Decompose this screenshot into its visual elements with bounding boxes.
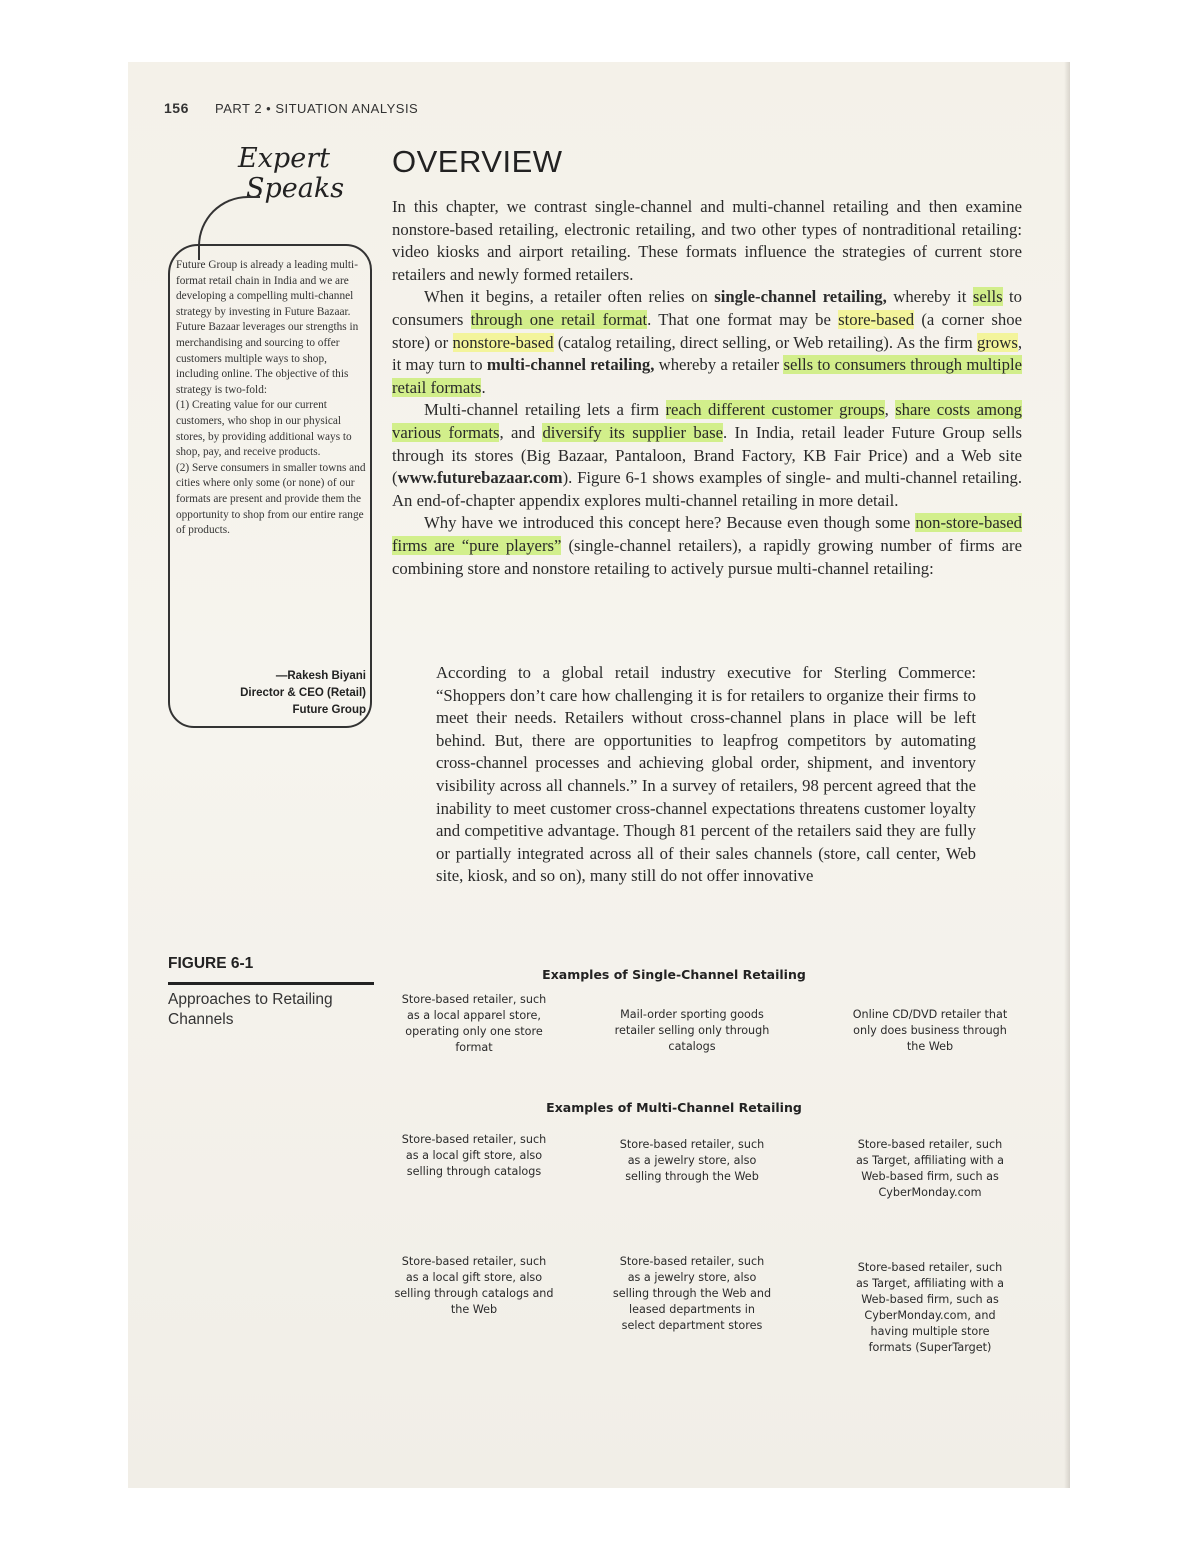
overview-body (392, 196, 1022, 580)
block-quote (436, 662, 976, 888)
highlight: sells to consumers through multiple retail formats (392, 355, 1022, 397)
overview-heading: OVERVIEW (392, 144, 563, 179)
expert-title-line1: Expert (238, 143, 330, 174)
page-number: 156 (164, 100, 189, 116)
multi-example-3: Store-based retailer, such as Target, affiliating with a Web-based firm, such as CyberMonday.com (855, 1138, 1005, 1199)
multi-example-2: Store-based retailer, such as a jewelry store, also selling through the Web (619, 1138, 765, 1183)
multi-example-5: Store-based retailer, such as a jewelry store, also selling through the Web and leased departments in select department stores (612, 1255, 772, 1332)
expert-title-line2: Speaks (246, 173, 345, 204)
running-head (164, 100, 418, 116)
quote-para-2: (1) Creating value for our current customers, who shop in our physical stores, by providing additional ways to shop, pay, and receive products. (176, 399, 352, 459)
block-quote-text: According to a global retail industry executive for Sterling Commerce: “Shoppers don’t care how challenging it is for retailers to organize their firms to meet their needs. Retailers without cross-channel plans in place will be left behind. But, there are opportunities to leapfrog competitors by automating cross-channel processes and achieving global order, shipment, and inventory visibility across all channels.” In a survey of retailers, 98 percent agreed that the inability to meet customer cross-channel expectations threatens customer loyalty and competitive advantage. Though 81 percent of the retailers said they are fully or partially integrated across all of their sales channels (store, call center, Web site, kiosk, and so on), many still do not offer innovative (436, 663, 976, 886)
multi-example-1: Store-based retailer, such as a local gift store, also selling through catalogs (401, 1133, 547, 1178)
highlight: through one retail format (470, 309, 648, 329)
highlight: grows (977, 332, 1018, 352)
expert-speaks-title (238, 144, 344, 204)
author-org: Future Group (292, 704, 366, 716)
expert-quote (176, 258, 366, 539)
overview-paragraph-4: Why have we introduced this concept here? Because even though some non-store-based firms are “pure players” (single-channel retailers), a rapidly growing number of firms are combining store and nonstore retailing to actively pursue multi-channel retailing: (392, 513, 1022, 578)
page-edge-shadow (1064, 62, 1070, 1488)
single-example-2: Mail-order sporting goods retailer selling only through catalogs (614, 1008, 770, 1053)
author-title: Director & CEO (Retail) (240, 687, 366, 699)
highlight: reach different customer groups (665, 400, 885, 420)
highlight: store-based (838, 309, 915, 329)
highlight: share costs among various formats (392, 400, 1023, 442)
book-page (128, 62, 1070, 1488)
author-name: —Rakesh Biyani (275, 670, 366, 682)
overview-paragraph-2: When it begins, a retailer often relies on single-channel retailing, whereby it sells to consumers through one retail format. That one format may be store-based (a corner shoe store) or nonstore-based (catalog retailing, direct selling, or Web retailing). As the firm grows, it may turn to multi-channel retailing, whereby a retailer sells to consumers through multiple retail formats. (392, 287, 1023, 397)
highlight: nonstore-based (452, 332, 554, 352)
section-title: PART 2 • SITUATION ANALYSIS (214, 101, 419, 116)
multi-example-4: Store-based retailer, such as a local gift store, also selling through catalogs and the Web (394, 1255, 554, 1316)
multi-example-6: Store-based retailer, such as Target, affiliating with a Web-based firm, such as CyberMonday.com, and having multiple store formats (SuperTarget) (855, 1261, 1005, 1354)
quote-para-1: Future Group is already a leading multi-format retail chain in India and we are developing a compelling multi-channel strategy by investing in Future Bazaar. Future Bazaar leverages our strengths in merchandising and sourcing to offer customers multiple ways to shop, including online. The objective of this strategy is two-fold: (176, 259, 359, 396)
figure-caption: Approaches to Retailing Channels (168, 991, 333, 1028)
quote-attribution (176, 668, 366, 719)
highlight: sells (972, 287, 1003, 307)
highlight: non-store-based firms are “pure players” (392, 513, 1022, 555)
quote-para-3: (2) Serve consumers in smaller towns and cities where only some (or none) of our formats are present and provide them the opportunity to shop from our entire range of products. (176, 461, 366, 537)
figure-rule (168, 982, 374, 985)
figure-label: FIGURE 6-1 (168, 955, 254, 972)
overview-paragraph-1: In this chapter, we contrast single-channel and multi-channel retailing and then examine nonstore-based retailing, electronic retailing, and two other types of nontraditional retailing: video kiosks and airport retailing. These formats influence the strategies of current store retailers and newly formed retailers. (392, 197, 1022, 284)
highlight: diversify its supplier base (542, 422, 724, 442)
overview-paragraph-3: Multi-channel retailing lets a firm reach different customer groups, share costs among various formats, and diversify its supplier base. In India, retail leader Future Group sells through its stores (Big Bazaar, Pantaloon, Brand Factory, KB Fair Price) and a Web site (www.futurebazaar.com). Figure 6-1 shows examples of single- and multi-channel retailing. An end-of-chapter appendix explores multi-channel retailing in more detail. (392, 400, 1023, 510)
single-example-3: Online CD/DVD retailer that only does business through the Web (852, 1008, 1008, 1053)
multi-channel-heading: Examples of Multi-Channel Retailing (546, 1100, 802, 1115)
single-channel-heading: Examples of Single-Channel Retailing (542, 967, 806, 982)
single-example-1: Store-based retailer, such as a local apparel store, operating only one store format (401, 993, 547, 1054)
